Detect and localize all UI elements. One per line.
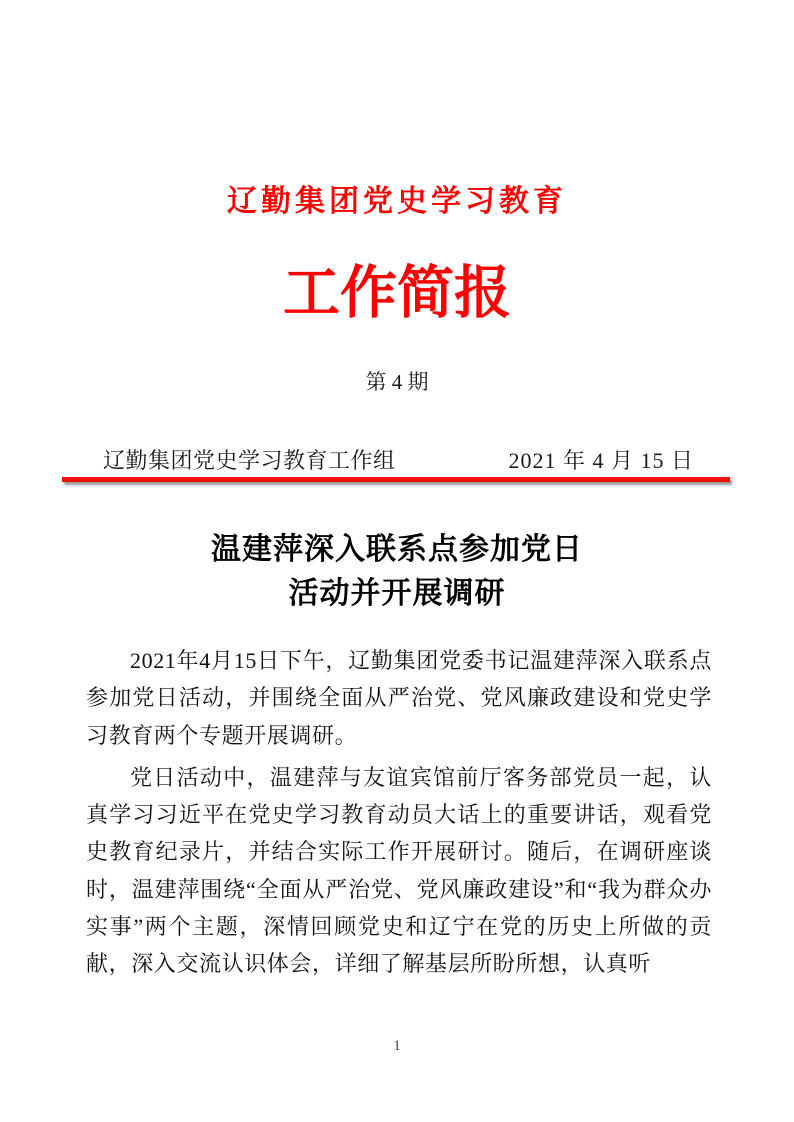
issue-number: 第 4 期 (365, 370, 429, 394)
article-body (86, 642, 712, 983)
page-number: 1 (393, 1038, 401, 1054)
article-headline-line1: 温建萍深入联系点参加党日 (211, 533, 583, 566)
article-headline-line2: 活动并开展调研 (288, 577, 506, 610)
meta-row (103, 444, 694, 475)
red-divider-rule (62, 477, 730, 482)
bulletin-title: 工作简报 (283, 262, 511, 325)
body-paragraph: 2021年4月15日下午，辽勤集团党委书记温建萍深入联系点参加党日活动，并围绕全面从严治党、党风廉政建设和党史学习教育两个专题开展调研。 (86, 648, 712, 748)
article-headline (0, 528, 794, 616)
body-paragraph: 党日活动中，温建萍与友谊宾馆前厅客务部党员一起，认真学习习近平在党史学习教育动员大话上的重要讲话，观看党史教育纪录片，并结合实际工作开展研讨。随后，在调研座谈时，温建萍围绕“全面从严治党、党风廉政建设”和“我为群众办实事”两个主题，深情回顾党史和辽宁在党的历史上所做的贡献，深入交流认识体会，详细了解基层所盼所想，认真听 (86, 764, 712, 977)
issuing-organization: 辽勤集团党史学习教育工作组 (103, 448, 396, 473)
masthead-title: 辽勤集团党史学习教育 (227, 185, 567, 218)
issue-date: 2021 年 4 月 15 日 (508, 448, 694, 473)
